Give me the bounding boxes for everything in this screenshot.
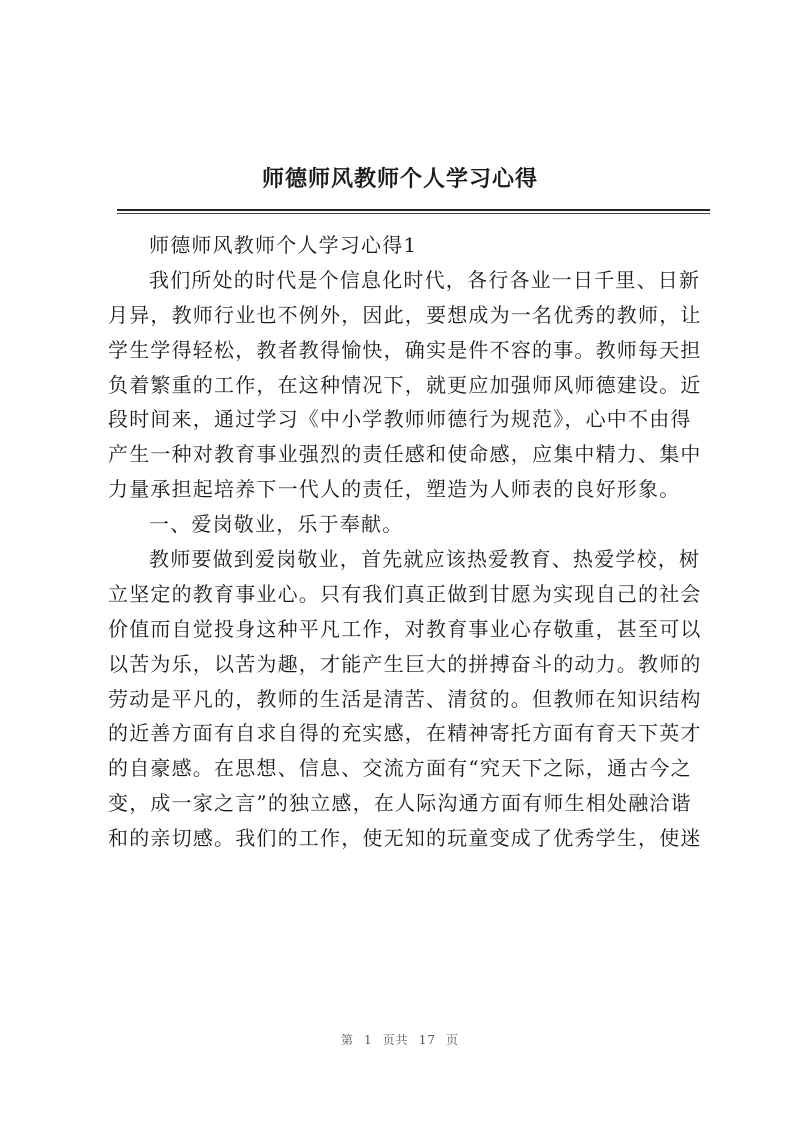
text-line: 以苦为乐，以苦为趣，才能产生巨大的拼搏奋斗的动力。教师的	[108, 651, 702, 676]
page-footer	[0, 1031, 800, 1048]
footer-prefix: 第	[341, 1033, 355, 1047]
text-line: 劳动是平凡的，教师的生活是清苦、清贫的。但教师在知识结构	[108, 686, 702, 711]
page-title: 师德师风教师个人学习心得	[261, 166, 538, 192]
text-line: 立坚定的教育事业心。只有我们真正做到甘愿为实现自己的社会	[108, 581, 702, 606]
footer-suffix: 页	[445, 1033, 459, 1047]
footer-total-pages: 17	[418, 1033, 436, 1047]
footer-middle: 页共	[382, 1033, 409, 1047]
text-line: 变，成一家之言”的独立感，在人际沟通方面有师生相处融洽谐	[108, 791, 692, 816]
text-line: 段时间来，通过学习《中小学教师师德行为规范》，心中不由得	[108, 407, 692, 432]
text-line: 我们所处的时代是个信息化时代，各行各业一日千里、日新	[149, 267, 701, 292]
text-line: 月异，教师行业也不例外，因此，要想成为一名优秀的教师，让	[108, 302, 702, 327]
text-line: 师德师风教师个人学习心得1	[149, 233, 418, 257]
text-line: 一、爱岗敬业，乐于奉献。	[149, 512, 404, 537]
footer-page-number: 1	[364, 1033, 373, 1047]
text-line: 的自豪感。在思想、信息、交流方面有“究天下之际，通古今之	[108, 756, 692, 781]
text-line: 和的亲切感。我们的工作，使无知的玩童变成了优秀学生，使迷	[108, 826, 702, 851]
text-line: 教师要做到爱岗敬业，首先就应该热爱教育、热爱学校，树	[149, 547, 701, 572]
text-line: 产生一种对教育事业强烈的责任感和使命感，应集中精力、集中	[108, 442, 702, 467]
text-line: 的近善方面有自求自得的充实感，在精神寄托方面有育天下英才	[108, 721, 702, 746]
text-line: 负着繁重的工作，在这种情况下，就更应加强师风师德建设。近	[108, 372, 702, 397]
document-body	[108, 228, 716, 856]
title-divider	[117, 209, 710, 211]
text-line: 价值而自觉投身这种平凡工作，对教育事业心存敬重，甚至可以	[108, 616, 702, 641]
text-line: 力量承担起培养下一代人的责任，塑造为人师表的良好形象。	[108, 477, 681, 502]
text-line: 学生学得轻松，教者教得愉快，确实是件不容的事。教师每天担	[108, 337, 702, 362]
title-divider-thin	[117, 213, 710, 214]
